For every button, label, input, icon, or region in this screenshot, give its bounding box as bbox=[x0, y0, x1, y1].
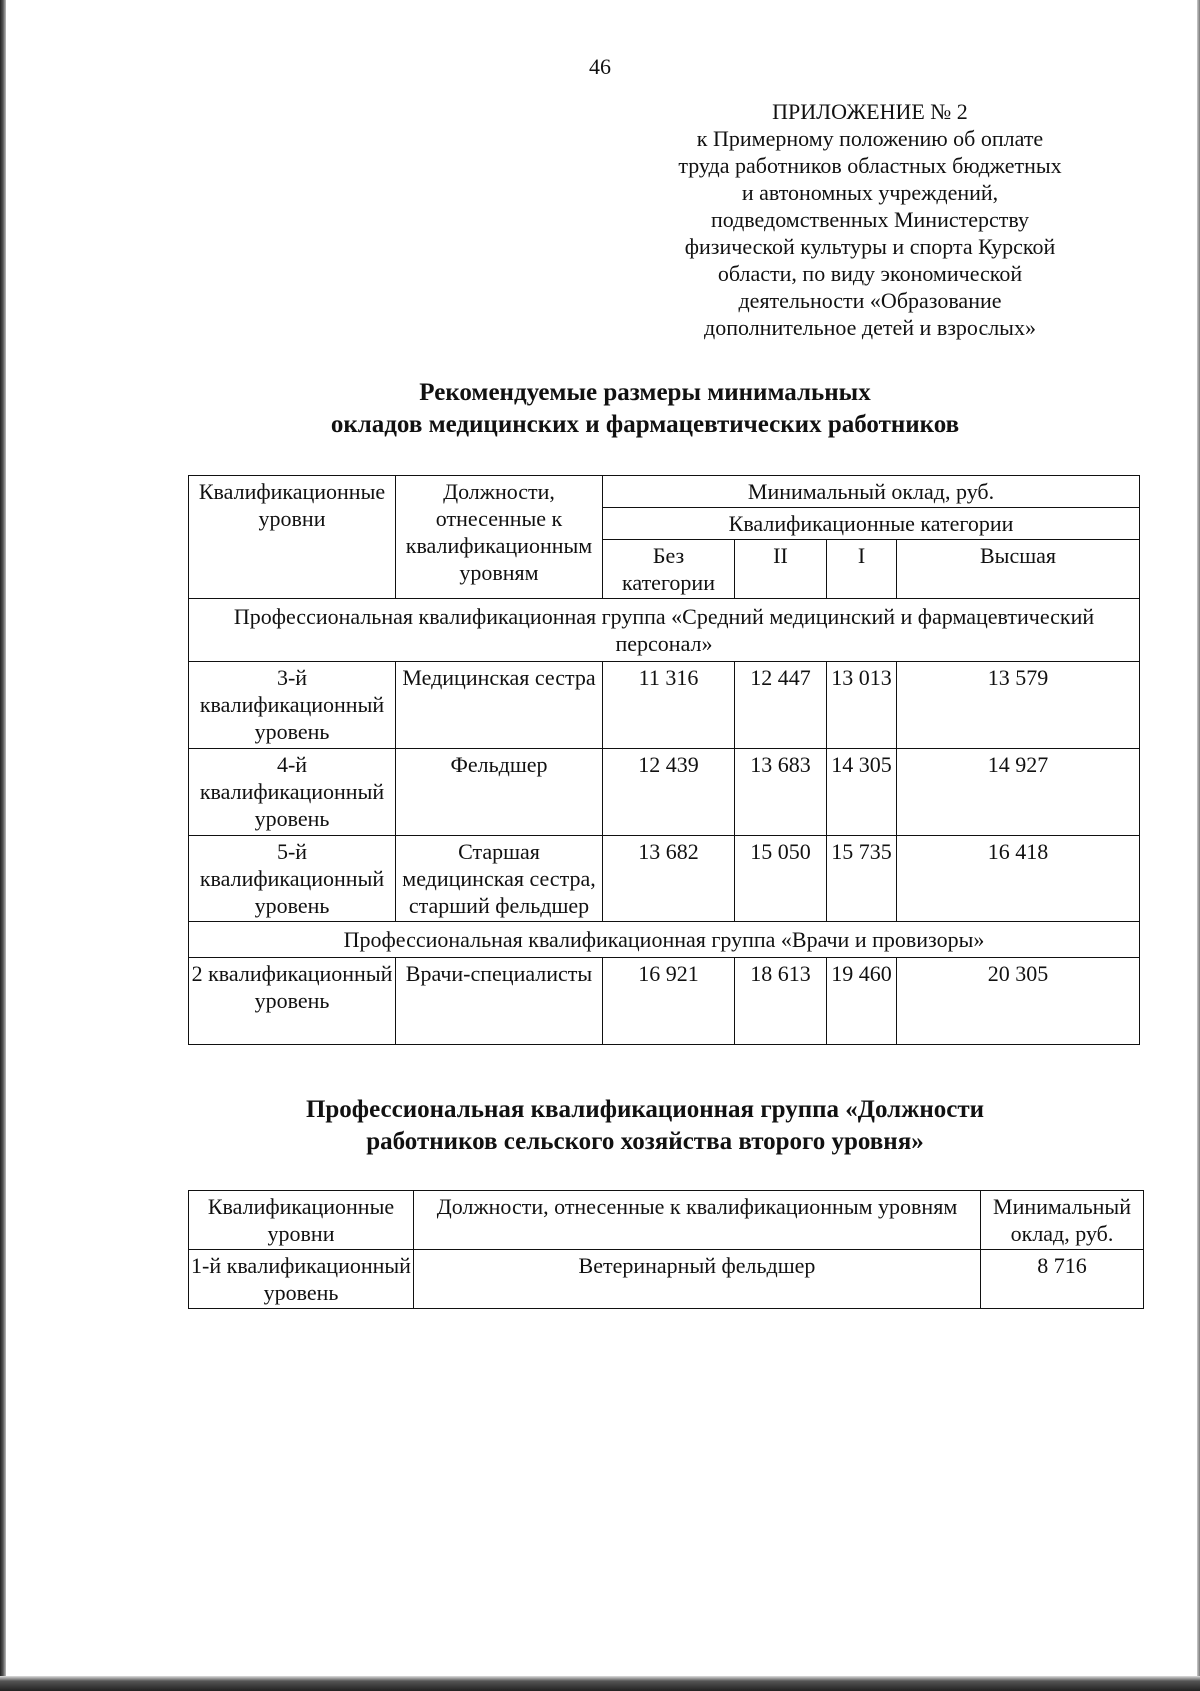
scan-edge-bottom bbox=[0, 1676, 1200, 1691]
agriculture-salary-table bbox=[188, 1190, 1144, 1309]
title-line: работников сельского хозяйства второго уровня» bbox=[366, 1128, 924, 1155]
appendix-line: области, по виду экономической bbox=[717, 261, 1023, 286]
header-cat-none: Без категории bbox=[603, 540, 735, 599]
cell-none: 11 316 bbox=[603, 662, 735, 749]
title-line: Рекомендуемые размеры минимальных bbox=[419, 379, 871, 406]
header-levels: Квалификационные уровни bbox=[189, 476, 396, 599]
header-salary: Минимальный оклад, руб. bbox=[981, 1191, 1144, 1250]
header-cat-highest: Высшая bbox=[897, 540, 1140, 599]
header-levels: Квалификационные уровни bbox=[189, 1191, 414, 1250]
cell-highest: 14 927 bbox=[897, 749, 1140, 836]
appendix-line: и автономных учреждений, bbox=[741, 180, 999, 205]
cell-highest: 20 305 bbox=[897, 958, 1140, 1045]
group-row bbox=[189, 599, 1140, 662]
appendix-line: подведомственных Министерству bbox=[710, 207, 1030, 232]
cell-c1: 13 013 bbox=[827, 662, 897, 749]
cell-c2: 12 447 bbox=[735, 662, 827, 749]
cell-c1: 14 305 bbox=[827, 749, 897, 836]
header-cat-2: II bbox=[735, 540, 827, 599]
appendix-line: к Примерному положению об оплате bbox=[696, 126, 1044, 151]
group-title: Профессиональная квалификационная группа «Врачи и провизоры» bbox=[189, 922, 1140, 958]
cell-none: 16 921 bbox=[603, 958, 735, 1045]
cell-c2: 18 613 bbox=[735, 958, 827, 1045]
appendix-header bbox=[620, 98, 1120, 341]
group-title: Профессиональная квалификационная группа «Средний медицинский и фармацевтический персонал» bbox=[189, 599, 1140, 662]
table-row bbox=[189, 836, 1140, 922]
appendix-line: ПРИЛОЖЕНИЕ № 2 bbox=[772, 99, 968, 124]
cell-highest: 13 579 bbox=[897, 662, 1140, 749]
page-number: 46 bbox=[589, 54, 611, 79]
cell-highest: 16 418 bbox=[897, 836, 1140, 922]
appendix-line: дополнительное детей и взрослых» bbox=[704, 315, 1036, 340]
cell-position: Медицинская сестра bbox=[396, 662, 603, 749]
cell-salary: 8 716 bbox=[981, 1250, 1144, 1309]
appendix-line: труда работников областных бюджетных bbox=[678, 153, 1062, 178]
header-categories: Квалификационные категории bbox=[603, 508, 1140, 540]
medical-table-title bbox=[190, 377, 1100, 441]
table-row bbox=[189, 662, 1140, 749]
header-positions: Должности, отнесенные к квалификационным уровням bbox=[414, 1191, 981, 1250]
cell-level: 3-й квалификационный уровень bbox=[189, 662, 396, 749]
cell-position: Ветеринарный фельдшер bbox=[414, 1250, 981, 1309]
header-min-salary: Минимальный оклад, руб. bbox=[603, 476, 1140, 508]
table-header-row bbox=[189, 1191, 1144, 1250]
cell-c2: 15 050 bbox=[735, 836, 827, 922]
table-row bbox=[189, 749, 1140, 836]
table-row bbox=[189, 1250, 1144, 1309]
cell-c1: 19 460 bbox=[827, 958, 897, 1045]
cell-level: 4-й квалификационный уровень bbox=[189, 749, 396, 836]
agriculture-table-title bbox=[190, 1094, 1100, 1158]
cell-level: 1-й квалификационный уровень bbox=[189, 1250, 414, 1309]
header-cat-1: I bbox=[827, 540, 897, 599]
cell-level: 5-й квалификационный уровень bbox=[189, 836, 396, 922]
cell-position: Старшая медицинская сестра, старший фельдшер bbox=[396, 836, 603, 922]
title-line: окладов медицинских и фармацевтических работников bbox=[330, 411, 960, 438]
cell-position: Врачи-специалисты bbox=[396, 958, 603, 1045]
scan-edge-left bbox=[0, 0, 6, 1691]
cell-none: 13 682 bbox=[603, 836, 735, 922]
cell-c1: 15 735 bbox=[827, 836, 897, 922]
appendix-line: физической культуры и спорта Курской bbox=[684, 234, 1056, 259]
header-positions: Должности, отнесенные к квалификационным уровням bbox=[396, 476, 603, 599]
group-row bbox=[189, 922, 1140, 958]
cell-level: 2 квалификационный уровень bbox=[189, 958, 396, 1045]
table-header-row bbox=[189, 476, 1140, 508]
cell-position: Фельдшер bbox=[396, 749, 603, 836]
medical-salary-table bbox=[188, 475, 1140, 1045]
title-line: Профессиональная квалификационная группа «Должности bbox=[305, 1096, 985, 1123]
appendix-line: деятельности «Образование bbox=[738, 288, 1002, 313]
table-row bbox=[189, 958, 1140, 1045]
cell-none: 12 439 bbox=[603, 749, 735, 836]
cell-c2: 13 683 bbox=[735, 749, 827, 836]
